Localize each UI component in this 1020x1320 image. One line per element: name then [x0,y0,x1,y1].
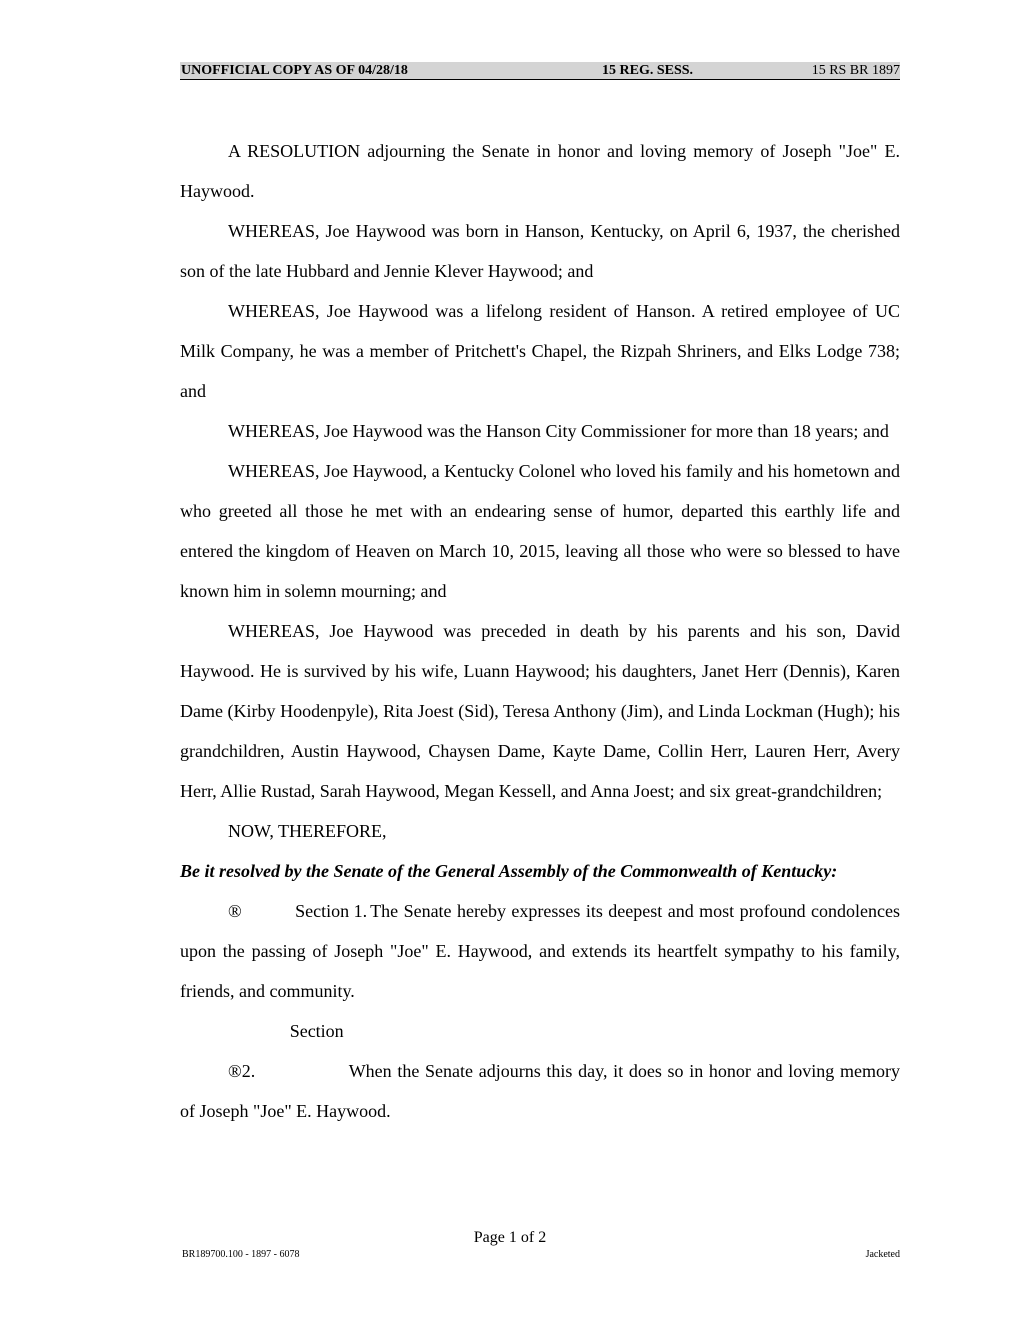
footer-status: Jacketed [865,1249,900,1260]
section-2-text: When the Senate adjourns this day, it does so in honor and loving memory of Joseph "Joe" E. Haywood. [180,1061,900,1121]
section-1 [180,891,900,1011]
header-unofficial-copy: UNOFFICIAL COPY AS OF 04/28/18 [181,63,408,78]
resolved-clause: Be it resolved by the Senate of the General Assembly of the Commonwealth of Kentucky: [180,861,838,881]
now-therefore: NOW, THEREFORE, [228,821,387,841]
section-2-label: Section 2. [241,1021,344,1081]
registered-mark: ® [228,1061,242,1081]
whereas-survivors: WHEREAS, Joe Haywood was preceded in death by his parents and his son, David Haywood. He is survived by his wife, Luann Haywood; his daughters, Janet Herr (Dennis), Karen Dame (Kirby Hoodenpyle), Rita Joest (Sid), Teresa Anthony (Jim), and Linda Lockman (Hugh); his grandchildren, Austin Haywood, Chaysen Dame, Kayte Dame, Collin Herr, Lauren Herr, Avery Herr, Allie Rustad, Sarah Haywood, Megan Kessell, and Anna Joest; and six great-grandchildren; [180,621,900,801]
header-session: 15 REG. SESS. [602,63,694,78]
document-header [180,62,900,80]
footer-document-id: BR189700.100 - 1897 - 6078 [182,1249,300,1260]
whereas-residence: WHEREAS, Joe Haywood was a lifelong resident of Hanson. A retired employee of UC Milk Company, he was a member of Pritchett's Chapel, the Rizpah Shriners, and Elks Lodge 738; and [180,301,900,401]
resolution-body [180,131,900,1131]
whereas-passing: WHEREAS, Joe Haywood, a Kentucky Colonel who loved his family and his hometown and who greeted all those he met with an endearing sense of humor, departed this earthly life and entered the kingdom of Heaven on March 10, 2015, leaving all those who were so blessed to have known him in solemn mourning; and [180,461,900,601]
section-2 [180,1011,900,1131]
whereas-commissioner: WHEREAS, Joe Haywood was the Hanson City Commissioner for more than 18 years; and [228,421,889,441]
section-1-label: Section 1. [295,901,368,921]
registered-mark: ® [228,901,242,921]
header-bill-request: 15 RS BR 1897 [811,63,900,78]
whereas-birth: WHEREAS, Joe Haywood was born in Hanson, Kentucky, on April 6, 1937, the cherished son of the late Hubbard and Jennie Klever Haywood; and [180,221,900,281]
section-1-text: The Senate hereby expresses its deepest and most profound condolences upon the passing of Joseph "Joe" E. Haywood, and extends its heartfelt sympathy to his family, friends, and community. [180,901,901,1001]
resolution-title: A RESOLUTION adjourning the Senate in honor and loving memory of Joseph "Joe" E. Haywood. [180,141,900,201]
page-number: Page 1 of 2 [473,1229,547,1246]
